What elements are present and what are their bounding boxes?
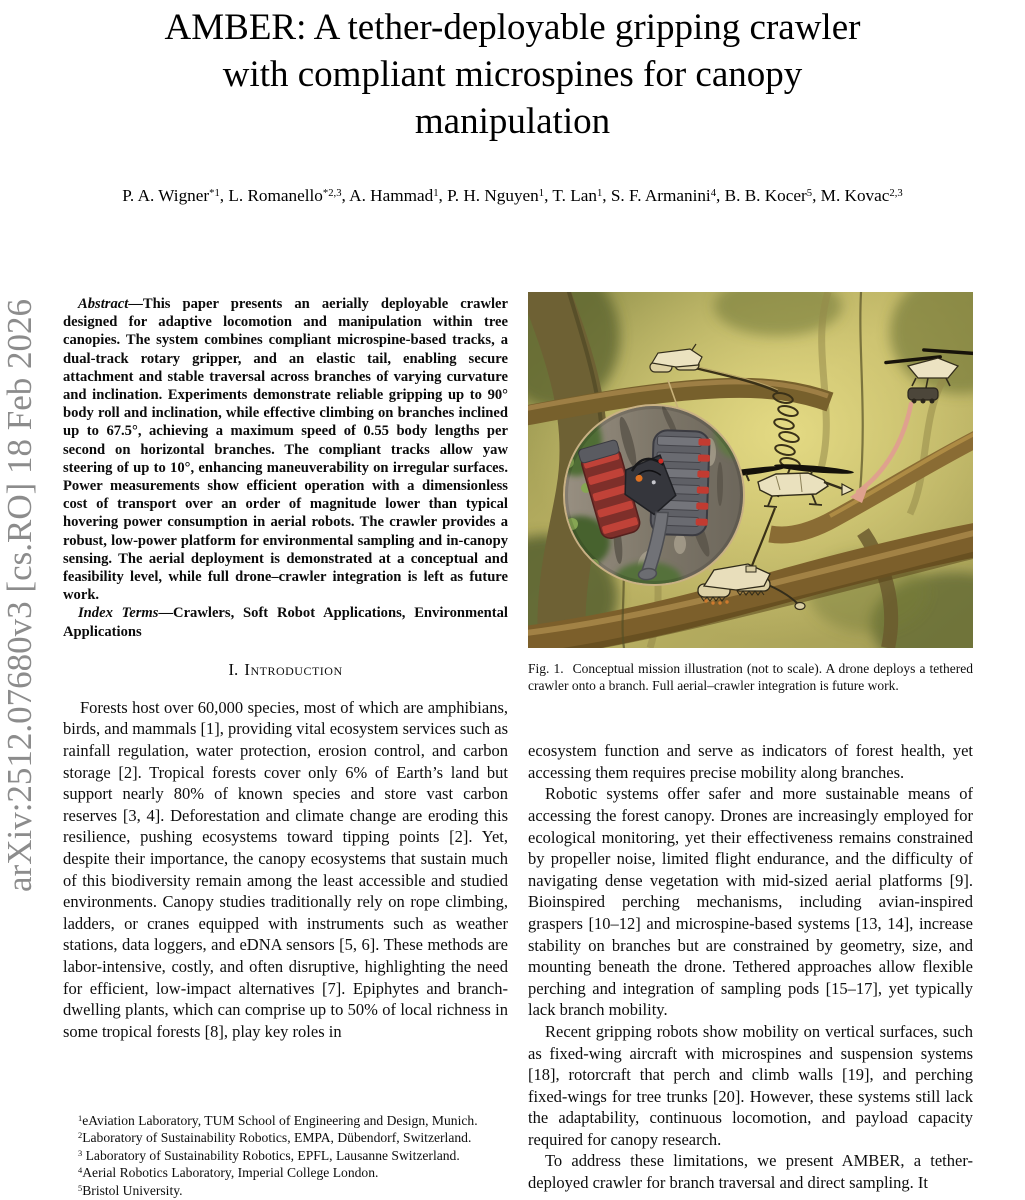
author-affiliation-sup: *1 [209,187,220,199]
author-affiliation-sup: 2,3 [889,187,903,199]
figure-1-caption [528,661,973,694]
figure-label: Fig. 1. [528,661,564,676]
intro-paragraph-2: Robotic systems offer safer and more sustainable means of accessing the forest canopy. Drones are increasingly employed for ecological monitoring, yet their effectiveness remains constrained by propeller noise, limited flight endurance, and the difficulty of navigating dense vegetation with mid-sized aerial platforms [9]. Bioinspired perching mechanisms, including avian-inspired graspers [10–12] and microspine-based systems [13, 14], increase stability on branches but are constrained by geometry, size, and mounting beneath the drone. Tethered approaches allow flexible perching and integration of sampling pods [15–17], yet typically lack branch mobility. [528,784,973,1020]
left-column [63,295,508,1042]
section-number: I. [228,659,239,679]
index-terms-text: —Crawlers, Soft Robot Applications, Environmental Applications [63,605,508,640]
paper-title [0,4,1025,145]
footnote [63,1113,508,1130]
author-name: , P. H. Nguyen [438,186,539,205]
affiliation-footnotes [63,1113,508,1200]
author-name: , M. Kovac [812,186,890,205]
figure-1 [528,292,973,694]
title-line-3: manipulation [414,101,611,142]
author-name: , T. Lan [544,186,597,205]
author-affiliation-sup: 1 [433,187,439,199]
footnote [63,1148,508,1165]
intro-paragraph-continuation: ecosystem function and serve as indicators of forest health, yet accessing them requires precise mobility along branches. [528,741,973,782]
footnote-text: Laboratory of Sustainability Robotics, EPFL, Lausanne Switzerland. [82,1147,460,1163]
author-line [0,186,1025,206]
footnote [63,1165,508,1182]
intro-paragraph-1: Forests host over 60,000 species, most of which are amphibians, birds, and mammals [1], providing vital ecosystem services such as rainfall regulation, water protection, erosion control, and carbon storage [2]. Tropical forests cover only 6% of Earth’s land but support nearly 80% of known species and store vast carbon reserves [3, 4]. Deforestation and climate change are eroding this resilience, pushing ecosystems toward tipping points [2]. Yet, despite their importance, the canopy ecosystems that sustain much of this biodiversity remain among the least accessible and studied environments. Canopy studies traditionally rely on rope climbing, ladders, or cranes equipped with instruments such as weather stations, data loggers, and eDNA sensors [5, 6]. These methods are labor-intensive, costly, and often disruptive, highlighting the need for efficient, low-impact alternatives [7]. Epiphytes and branch-dwelling plants, which can comprise up to 50% of local richness in some tropical forests [8], play key roles in [63,697,508,1041]
author-name: , L. Romanello [219,186,323,205]
footnote-text: Bristol University. [82,1182,183,1198]
footnote-sup: 3 [78,1147,83,1158]
author-affiliation-sup: 4 [710,187,717,199]
index-terms [63,604,508,640]
intro-paragraph-4: To address these limitations, we present AMBER, a tether-deployed crawler for branch traversal and direct sampling. It [528,1151,973,1193]
author-name: , S. F. Armanini [602,186,711,205]
footnote-text: Laboratory of Sustainability Robotics, EMPA, Dübendorf, Switzerland. [82,1130,472,1146]
index-terms-label: Index Terms [78,605,159,622]
author-affiliation-sup: 1 [596,187,603,199]
title-line-1: AMBER: A tether-deployable gripping crawler [164,7,861,48]
fig1-illustration [528,292,973,648]
footnote-sup: 4 [78,1165,83,1176]
right-column [528,292,973,1194]
abstract [63,295,508,604]
footnote-sup: 2 [78,1130,83,1141]
footnote-sup: 5 [78,1182,83,1193]
section-title: Introduction [244,659,343,679]
footnote-text: Aerial Robotics Laboratory, Imperial College London. [82,1165,379,1181]
footnote-sup: 1 [78,1112,83,1123]
author-name: P. A. Wigner [122,186,210,205]
arxiv-watermark: arXiv:2512.07680v3 [cs.RO] 18 Feb 2026 [0,298,39,892]
author-name: , A. Hammad [341,186,434,205]
footnote [63,1130,508,1147]
section-heading-introduction [63,660,508,680]
figure-caption-text: Conceptual mission illustration (not to scale). A drone deploys a tethered crawler onto a branch. Full aerial–crawler integration is future work. [528,661,974,693]
author-affiliation-sup: *2,3 [322,187,342,199]
footnote [63,1183,508,1200]
author-affiliation-sup: 5 [806,187,813,199]
title-line-2: with compliant microspines for canopy [222,54,803,95]
author-affiliation-sup: 1 [538,187,545,199]
abstract-text: —This paper presents an aerially deployable crawler designed for adaptive locomotion and manipulation within tree canopies. The system combines compliant microspine-based tracks, a dual-track rotary gripper, and an elastic tail, enabling secure attachment and stable traversal across branches of varying curvature and inclination. Experiments demonstrate reliable gripping up to 90° body roll and inclination, while effective climbing on branches inclined up to 67.5°, achieving a maximum speed of 0.55 body lengths per second on horizontal branches. The compliant tracks allow yaw steering of up to 10°, enhancing maneuverability on irregular surfaces. Power measurements show efficient operation with a dimensionless cost of transport over an order of magnitude lower than typical hovering power consumption in aerial robots. The crawler provides a robust, low-power platform for environmental sampling and in-canopy sensing. The aerial deployment is demonstrated at a conceptual and feasibility level, while full drone–crawler integration is left as future work. [63,296,508,604]
intro-paragraph-3: Recent gripping robots show mobility on vertical surfaces, such as fixed-wing aircraft with microspines and suspension systems [18], rotorcraft that perch and climb walls [19], and perching fixed-wings for tree trunks [20]. However, these systems still lack the adaptability, continuous locomotion, and payload capacity required for canopy research. [528,1021,973,1149]
footnote-text: eAviation Laboratory, TUM School of Engineering and Design, Munich. [82,1113,478,1128]
author-name: , B. B. Kocer [716,186,807,205]
abstract-label: Abstract [78,296,129,312]
